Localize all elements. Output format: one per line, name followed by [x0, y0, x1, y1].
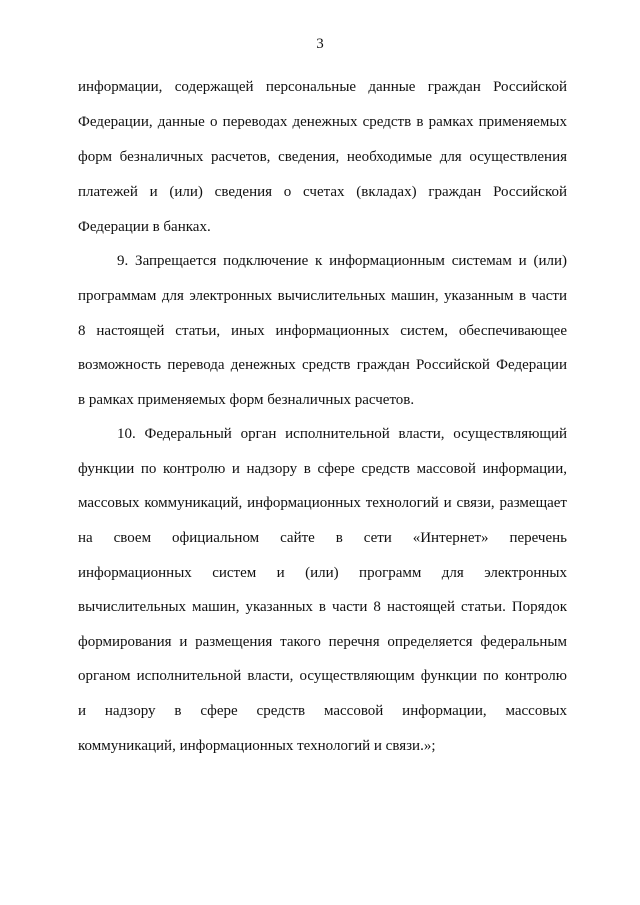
- text-line: вычислительных машин, указанных в части 8 настоящей статьи. Порядок: [78, 599, 567, 615]
- text-line: форм безналичных расчетов, сведения, необходимые для осуществления: [78, 149, 567, 165]
- text-line: 9. Запрещается подключение к информационным системам и (или): [117, 253, 567, 269]
- text-line: информации, содержащей персональные данные граждан Российской: [78, 79, 567, 95]
- text-line: на своем официальном сайте в сети «Интернет» перечень: [78, 530, 567, 546]
- text-line: Федерации в банках.: [78, 219, 211, 235]
- text-line: платежей и (или) сведения о счетах (вкладах) граждан Российской: [78, 184, 567, 200]
- text-line: программам для электронных вычислительных машин, указанным в части: [78, 288, 567, 304]
- page-number: 3: [316, 36, 324, 52]
- text-line: и надзору в сфере средств массовой информации, массовых: [78, 703, 567, 719]
- text-line: информационных систем и (или) программ для электронных: [78, 565, 567, 581]
- text-line: Федерации, данные о переводах денежных средств в рамках применяемых: [78, 114, 567, 130]
- text-line: коммуникаций, информационных технологий и связи.»;: [78, 738, 436, 754]
- text-line: возможность перевода денежных средств граждан Российской Федерации: [78, 357, 567, 373]
- text-line: массовых коммуникаций, информационных технологий и связи, размещает: [78, 495, 567, 511]
- text-line: 10. Федеральный орган исполнительной власти, осуществляющий: [117, 426, 567, 442]
- text-line: органом исполнительной власти, осуществляющим функции по контролю: [78, 668, 567, 684]
- text-line: 8 настоящей статьи, иных информационных систем, обеспечивающее: [78, 323, 567, 339]
- text-line: в рамках применяемых форм безналичных расчетов.: [78, 392, 415, 408]
- text-line: формирования и размещения такого перечня определяется федеральным: [78, 634, 567, 650]
- text-line: функции по контролю и надзору в сфере средств массовой информации,: [78, 461, 567, 477]
